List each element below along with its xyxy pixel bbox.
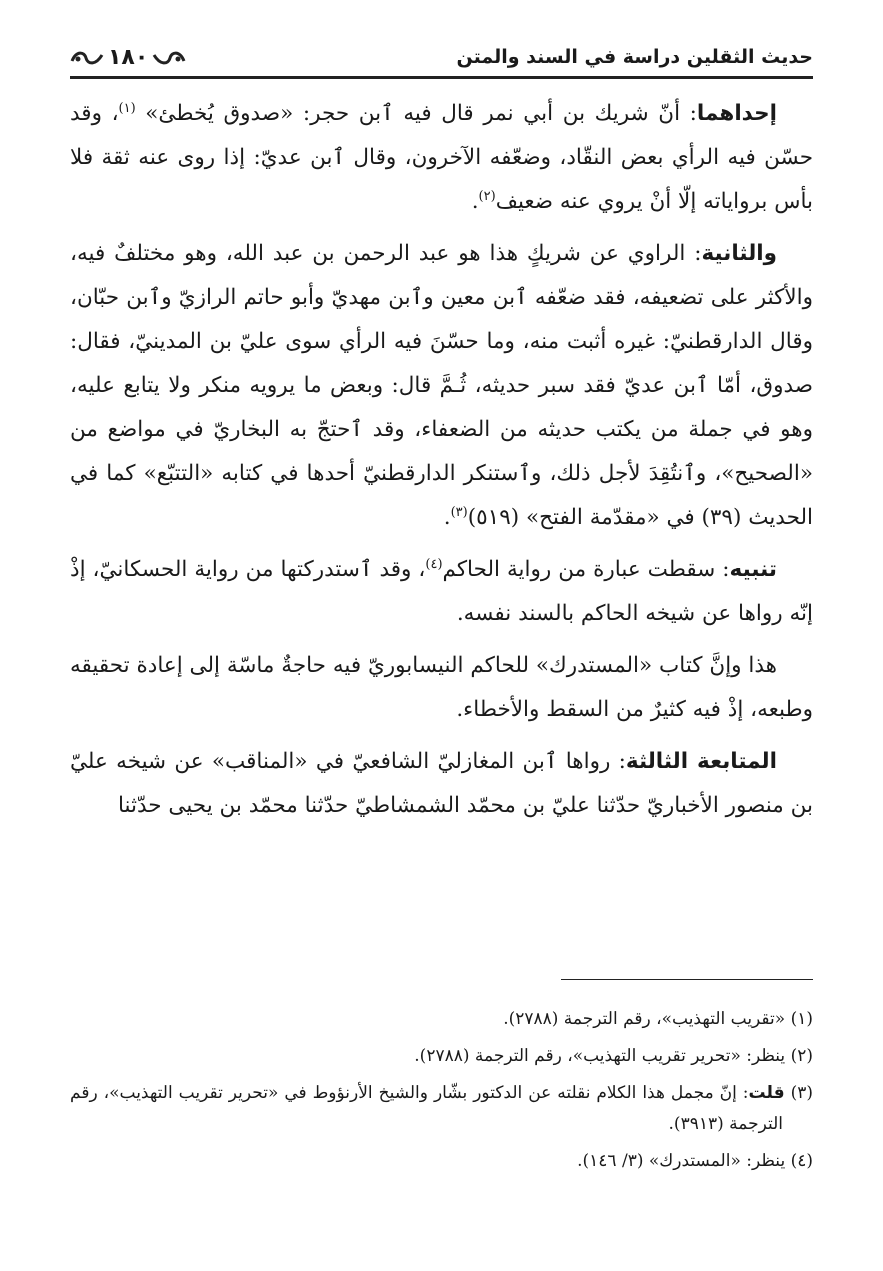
paragraph-text: هذا وإنَّ كتاب «المستدرك» للحاكم النيسابوريّ فيه حاجةٌ ماسّة إلى إعادة تحقيقه وطبعه، إذْ فيه كثيرٌ من السقط والأخطاء. [70, 653, 813, 722]
paragraph-lead: المتابعة الثالثة [625, 749, 777, 774]
footnote-ref: (١) [118, 100, 136, 116]
main-text [70, 92, 813, 828]
paragraph [70, 644, 813, 732]
footnote-ref: (٢) [478, 188, 496, 204]
footnote-rule [561, 979, 813, 980]
footnote-lead: قلت [748, 1083, 785, 1103]
footnote-number: (٢) [790, 1046, 813, 1066]
footnote [70, 1078, 813, 1140]
footnote-text: : إنّ مجمل هذا الكلام نقلته عن الدكتور بشّار والشيخ الأرنؤوط في «تحرير تقريب التهذيب»، رقم الترجمة (٣٩١٣). [70, 1083, 783, 1134]
footnote-number: (٤) [790, 1151, 813, 1171]
footnote-text: ينظر: «تحرير تقريب التهذيب»، رقم الترجمة (٢٧٨٨). [414, 1046, 786, 1066]
page-number: ١٨٠ [108, 45, 149, 70]
page-header [70, 28, 813, 72]
header-rule [70, 76, 813, 79]
footnote [70, 1041, 813, 1072]
ornament-left-icon [70, 49, 104, 67]
footnote-text: ينظر: «المستدرك» (٣/ ١٤٦). [577, 1151, 786, 1171]
page-number-ornament [70, 45, 186, 72]
paragraph [70, 92, 813, 224]
footnote [70, 1004, 813, 1035]
paragraph-end: . [443, 505, 451, 530]
running-title: حديث الثقلين دراسة في السند والمتن [456, 46, 813, 68]
footnote-number: (٣) [790, 1083, 814, 1103]
footnote [70, 1146, 813, 1177]
paragraph [70, 548, 813, 636]
paragraph [70, 232, 813, 540]
paragraph-lead: والثانية [701, 241, 777, 266]
paragraph-lead: تنبيه [729, 557, 777, 582]
paragraph-text: : أنّ شريك بن أبي نمر قال فيه ٱبن حجر: «صدوق يُخطئ» [135, 101, 697, 126]
paragraph-lead: إحداهما [696, 101, 777, 126]
paragraph-text: : الراوي عن شريكٍ هذا هو عبد الرحمن بن عبد الله، وهو مختلفٌ فيه، والأكثر على تضعيفه، فقد ضعّفه ٱبن معين وٱبن مهديّ وأبو حاتم الرازيّ وٱبن حبّان، وقال الدارقطنيّ: غيره أثبت منه، وما حسّنَ فيه الرأي سوى عليّ بن المدينيّ، فقال: صدوق، أمّا ٱبن عديّ فقد سبر حديثه، ثُـمَّ قال: وبعض ما يرويه منكر ولا يتابع عليه، وهو في جملة من يكتب حديثه من الضعفاء، وقد ٱحتجّ به البخاريّ في مواضع من «الصحيح»، وٱنتُقِدَ لأجل ذلك، وٱستنكر الدارقطنيّ أحدها في كتابه «التتبّع» كما في الحديث (٣٩) في «مقدّمة الفتح» (٥١٩) [70, 241, 813, 530]
footnote-text: «تقريب التهذيب»، رقم الترجمة (٢٧٨٨). [503, 1009, 786, 1029]
ornament-right-icon [152, 49, 186, 67]
footnotes [70, 1004, 813, 1183]
paragraph-end: . [471, 189, 479, 214]
footnote-number: (١) [790, 1009, 813, 1029]
paragraph-text: ، وقد حسّن فيه الرأي بعض النقّاد، وضعّفه الآخرون، وقال ٱبن عديّ: إذا روى عنه ثقة فلا بأس برواياته إلّا أنْ يروي عنه ضعيف [70, 101, 813, 214]
paragraph [70, 740, 813, 828]
paragraph-text: : رواها ٱبن المغازليّ الشافعيّ في «المناقب» عن شيخه عليّ بن منصور الأخباريّ حدّثنا عليّ بن محمّد الشمشاطيّ حدّثنا محمّد بن يحيى حدّثنا [70, 749, 813, 818]
footnote-ref: (٣) [450, 504, 468, 520]
paragraph-text: : سقطت عبارة من رواية الحاكم [442, 557, 730, 582]
footnote-ref: (٤) [425, 556, 443, 572]
paragraph-text: ، وقد ٱستدركتها من رواية الحسكانيّ، إذْ إنّه رواها عن شيخه الحاكم بالسند نفسه. [70, 557, 813, 626]
